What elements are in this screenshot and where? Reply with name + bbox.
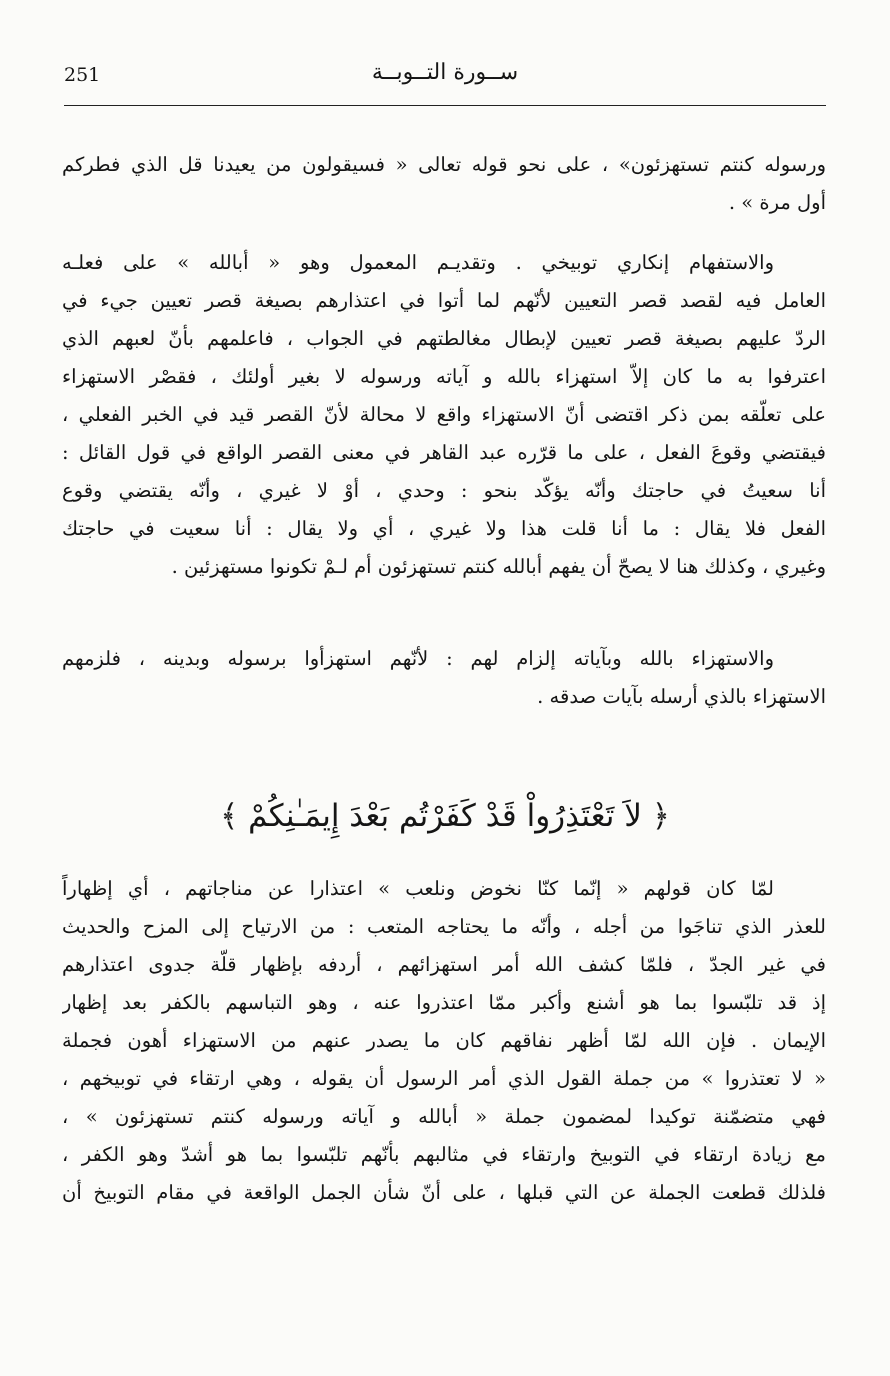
text-line: لمّا كان قولهم « إنّما كنّا نخوض ونلعب » اعتذارا عن مناجاتهم ، أي إظهاراً (62, 877, 774, 900)
text-line: والاستهزاء بالله وبآياته إلزام لهم : لأنّهم استهزأوا برسوله وبدينه ، فلزمهم (62, 647, 774, 670)
text-line: العامل فيه لقصد قصر التعيين لأنّهم لما أتوا في اعتذارهم بصيغة قصر تعيين جيء في (62, 289, 826, 312)
paragraph-2 (62, 244, 826, 586)
text-line: فيقتضي وقوعَ الفعل ، على ما قرّره عبد القاهر في معنى القصر الواقع في قول القائل : (62, 441, 826, 464)
text-line: الفعل فلا يقال : ما أنا قلت هذا ولا غيري ، أي ولا يقال : أنا سعيت في حاجتك (62, 517, 826, 540)
text-line: في غير الجدّ ، فلمّا كشف الله أمر استهزائهم ، أردفه بإظهار قلّة جدوى اعتذارهم (62, 953, 826, 976)
text-line: اعترفوا به ما كان إلاّ استهزاء بالله و آياته ورسوله لا بغير أولئك ، فقصْر الاستهزاء (62, 365, 826, 388)
text-line: فلذلك قطعت الجملة عن التي قبلها ، على أنّ شأن الجمل الواقعة في مقام التوبيخ أن (62, 1181, 826, 1204)
text-line: على تعلّقه بمن ذكر اقتضى أنّ الاستهزاء واقع لا محالة لأنّ القصر قيد في الخبر الفعلي ، (62, 403, 826, 426)
text-line: الإيمان . فإن الله لمّا أظهر نفاقهم كان ما يصدر عنهم من الاستهزاء أهون فجملة (62, 1029, 826, 1052)
text-line: مع زيادة ارتقاء في التوبيخ وارتقاء في مثالبهم بأنّهم تلبّسوا بما هو أشدّ وهو الكفر ، (62, 1143, 826, 1166)
text-line: الاستهزاء بالذي أرسله بآيات صدقه . (537, 685, 826, 708)
paragraph-3 (62, 640, 826, 716)
text-line: إذ قد تلبّسوا بما هو أشنع وأكبر ممّا اعتذروا عنه ، وهو التباسهم بالكفر بعد إظهار (62, 991, 826, 1014)
text-line: وغيري ، وكذلك هنا لا يصحّ أن يفهم أبالله كنتم تستهزئون أم لـمْ تكونوا مستهزئين . (171, 555, 826, 578)
page-number: 251 (64, 64, 101, 86)
text-line: فهي متضمّنة توكيدا لمضمون جملة « أبالله و آياته ورسوله كنتم تستهزئون » ، (62, 1105, 826, 1128)
text-line: « لا تعتذروا » من جملة القول الذي أمر الرسول أن يقوله ، وهي ارتقاء في توبيخهم ، (62, 1067, 826, 1090)
text-line: والاستفهام إنكاري توبيخي . وتقديـم المعمول وهو « أبالله » على فعلـه (62, 251, 774, 274)
header-rule (64, 105, 826, 106)
text-line: أنا سعيتُ في حاجتك وأنّه يؤكّد بنحو : وحدي ، أوْ لا غيري ، وأنّه يقتضي وقوع (62, 479, 826, 502)
text-line: ورسوله كنتم تستهزئون» ، على نحو قوله تعالى « فسيقولون من يعيدنا قل الذي فطركم (62, 153, 826, 176)
running-head-title: ســورة التــوبــة (371, 60, 519, 85)
paragraph-1 (62, 146, 826, 222)
text-line: أول مرة » . (728, 191, 826, 214)
paragraph-4 (62, 870, 826, 1212)
text-line: للعذر الذي تناجَوا من أجله ، وأنّه ما يحتاجه المتعب : من الارتياح إلى المزح والحديث (62, 915, 826, 938)
text-line: الردّ عليهم بصيغة قصر تعيين لإبطال مغالطتهم في الجواب ، فاعلمهم بأنّ لعبهم الذي (62, 327, 826, 350)
quran-verse-heading: ﴿ لاَ تَعْتَذِرُواْ قَدْ كَفَرْتُم بَعْدَ إِيمَـٰنِكُمْ ﴾ (220, 798, 670, 834)
